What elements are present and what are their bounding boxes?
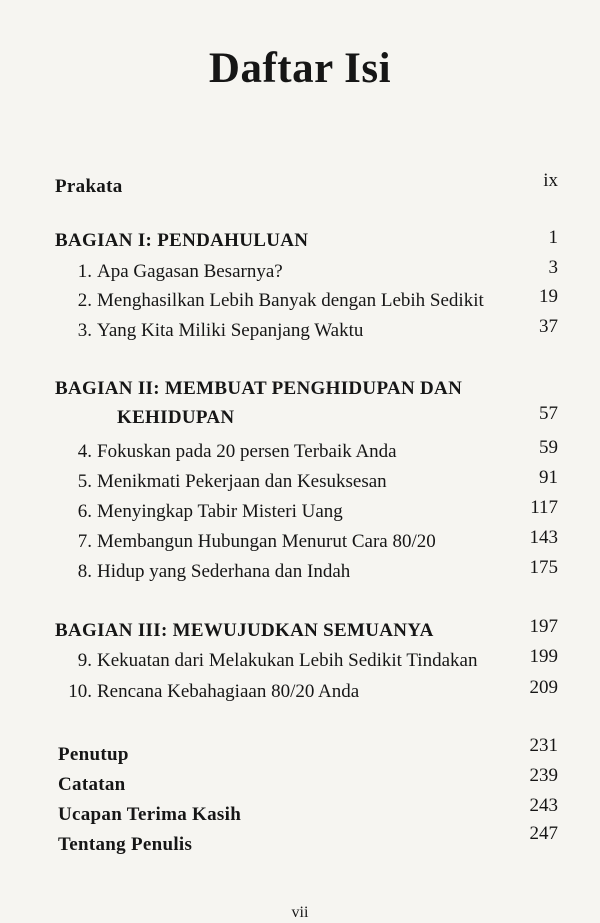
toc-page: 175 [529, 557, 558, 578]
toc-number: 8. [77, 561, 92, 582]
page-folio: vii [291, 904, 309, 921]
toc-label: Menikmati Pekerjaan dan Kesuksesan [97, 471, 387, 492]
toc-entry-penutup[interactable] [0, 735, 600, 774]
toc-entry-chapter-7[interactable] [0, 527, 600, 561]
toc-number: 4. [77, 441, 92, 462]
toc-label: Ucapan Terima Kasih [58, 804, 242, 825]
toc-entry-prakata[interactable] [0, 170, 600, 204]
toc-number: 1. [77, 261, 92, 282]
toc-entry-catatan[interactable] [0, 765, 600, 804]
toc-label: Yang Kita Miliki Sepanjang Waktu [97, 320, 364, 341]
toc-number: 2. [77, 290, 92, 311]
toc-number: 3. [77, 320, 92, 341]
toc-label: Membangun Hubungan Menurut Cara 80/20 [97, 531, 436, 552]
toc-page: 143 [529, 527, 558, 548]
page-title: Daftar Isi [208, 45, 392, 92]
toc-label: BAGIAN II: MEMBUAT PENGHIDUPAN DAN [55, 378, 463, 399]
toc-number: 5. [77, 471, 92, 492]
toc-number: 9. [77, 650, 92, 671]
toc-entry-chapter-4[interactable] [0, 437, 600, 471]
toc-label: Menghasilkan Lebih Banyak dengan Lebih Sedikit [97, 290, 484, 311]
toc-number: 7. [77, 531, 92, 552]
toc-label: Apa Gagasan Besarnya? [97, 261, 283, 282]
toc-page: 59 [539, 437, 558, 458]
toc-label: Fokuskan pada 20 persen Terbaik Anda [97, 441, 397, 462]
toc-entry-chapter-8[interactable] [0, 557, 600, 591]
toc-label: Tentang Penulis [58, 834, 193, 855]
toc-page: 199 [529, 646, 558, 667]
toc-label: Rencana Kebahagiaan 80/20 Anda [97, 681, 360, 702]
toc-label: Prakata [55, 176, 123, 197]
toc-entry-bagian-2-line-1[interactable] [0, 378, 600, 408]
toc-page: 37 [539, 316, 558, 337]
toc-entry-ucapan-terima-kasih[interactable] [0, 795, 600, 834]
toc-entry-chapter-6[interactable] [0, 497, 600, 531]
toc-page: 243 [529, 795, 558, 816]
toc-entry-chapter-2[interactable] [0, 286, 600, 320]
toc-page: 247 [529, 823, 558, 844]
toc-label: Catatan [58, 774, 126, 795]
toc-entry-bagian-1[interactable] [0, 227, 600, 260]
toc-label: Kekuatan dari Melakukan Lebih Sedikit Tindakan [97, 650, 478, 671]
toc-label: BAGIAN III: MEWUJUDKAN SEMUANYA [55, 620, 434, 641]
toc-entry-chapter-1[interactable] [0, 257, 600, 291]
toc-label: Menyingkap Tabir Misteri Uang [97, 501, 343, 522]
toc-page: 57 [539, 403, 558, 424]
toc-page: ix [543, 170, 558, 191]
toc-entry-chapter-3[interactable] [0, 316, 600, 350]
toc-entry-chapter-5[interactable] [0, 467, 600, 501]
toc-page: 3 [548, 257, 558, 278]
toc-number: 10. [68, 681, 92, 702]
toc-page: 1 [548, 227, 558, 248]
toc-page: 239 [529, 765, 558, 786]
toc-entry-chapter-10[interactable] [0, 677, 600, 711]
toc-page: 197 [529, 616, 558, 637]
toc-page: 209 [529, 677, 558, 698]
toc-page: 19 [539, 286, 558, 307]
toc-page: 117 [530, 497, 558, 518]
toc-entry-chapter-9[interactable] [0, 646, 600, 680]
toc-label: BAGIAN I: PENDAHULUAN [55, 230, 309, 251]
toc-label: KEHIDUPAN [117, 407, 235, 428]
toc-label: Hidup yang Sederhana dan Indah [97, 561, 351, 582]
toc-page: 91 [539, 467, 558, 488]
toc-page: 231 [529, 735, 558, 756]
toc-entry-tentang-penulis[interactable] [0, 823, 600, 864]
toc-number: 6. [77, 501, 92, 522]
toc-label: Penutup [58, 744, 129, 765]
toc-entry-bagian-2[interactable] [0, 403, 600, 437]
toc-entry-bagian-3[interactable] [0, 616, 600, 650]
